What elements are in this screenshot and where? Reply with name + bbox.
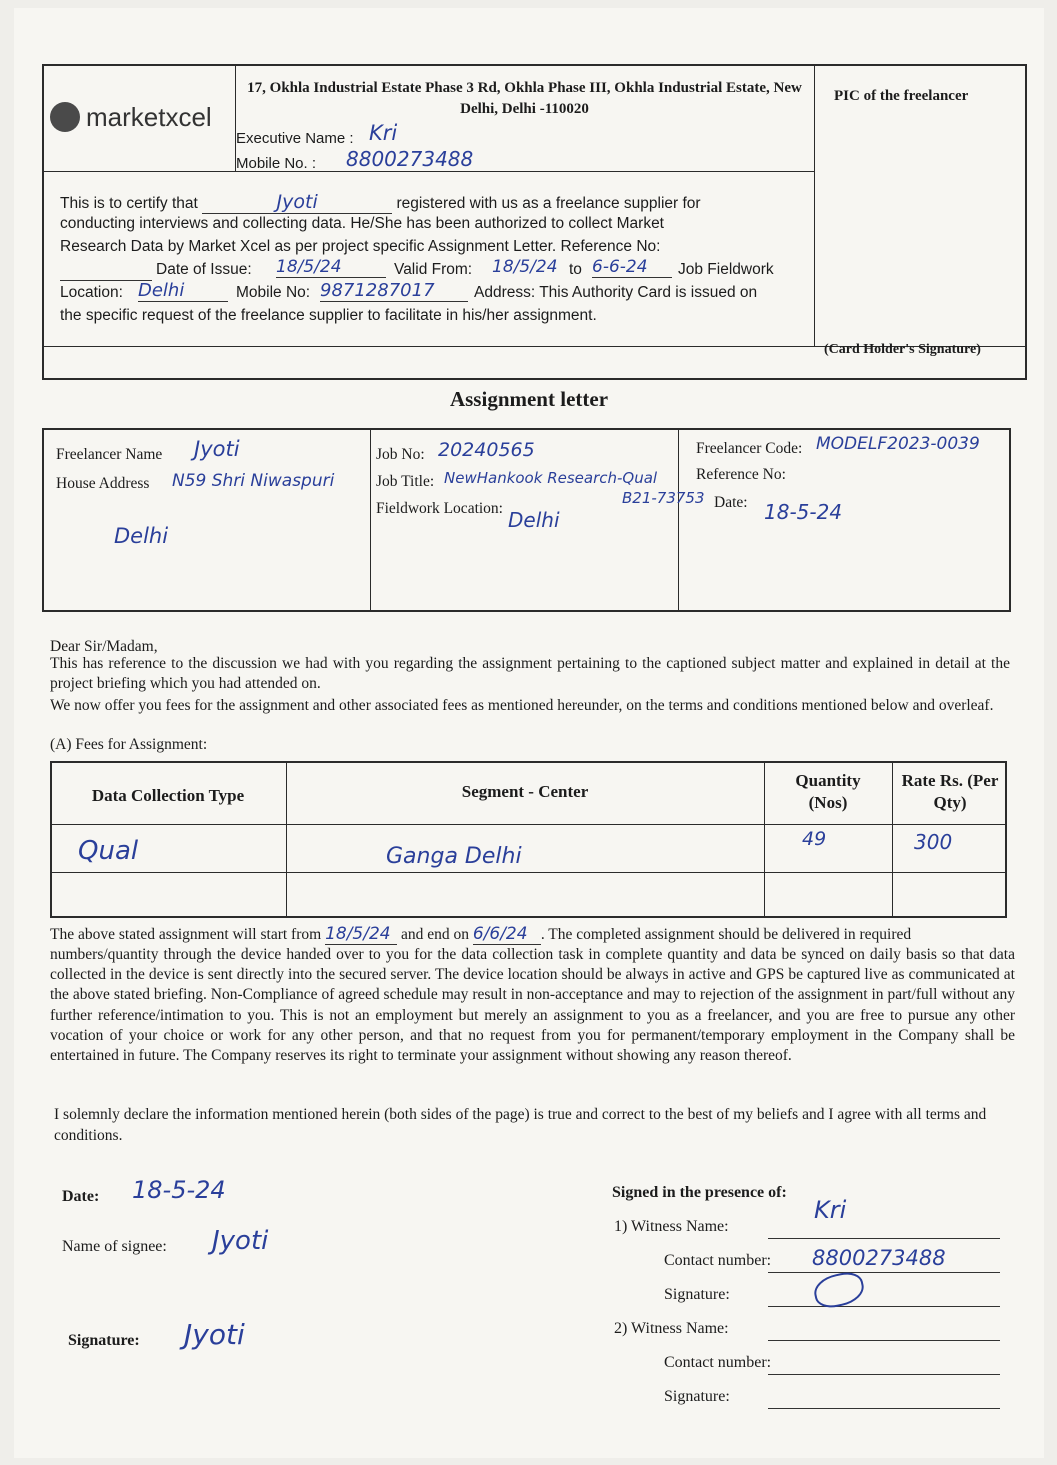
td-data-collection-type: Qual: [78, 836, 139, 866]
logo-text: marketxcel: [86, 102, 212, 132]
house-address-value-2: Delhi: [114, 524, 169, 548]
mobile-label: Mobile No. :: [236, 155, 317, 172]
reference-no-value: B21-73753: [622, 489, 705, 507]
witness1-contact-value: 8800273488: [812, 1246, 946, 1270]
witness1-contact-label: Contact number:: [664, 1252, 772, 1269]
mobile2-value: 9871287017: [320, 280, 468, 302]
signoff-date-label: Date:: [62, 1188, 100, 1205]
certify-line-2: conducting interviews and collecting data. He/She has been authorized to collect Market: [60, 215, 664, 232]
signoff-date-value: 18-5-24: [132, 1176, 226, 1204]
td-quantity: 49: [802, 828, 827, 850]
fees-heading: (A) Fees for Assignment:: [50, 736, 208, 753]
job-fieldwork-label: Job Fieldwork: [678, 261, 774, 278]
witness1-signature-mark: [811, 1269, 867, 1311]
location-label: Location:: [60, 284, 123, 301]
witness2-name-label: 2) Witness Name:: [614, 1320, 729, 1337]
certify-prefix: This is to certify that: [60, 195, 198, 212]
executive-value: Kri: [369, 121, 398, 145]
signee-value: Jyoti: [212, 1226, 269, 1256]
signoff-signature-label: Signature:: [68, 1332, 140, 1349]
freelancer-name-value: Jyoti: [194, 437, 240, 461]
reference-no-label: Reference No:: [696, 466, 786, 483]
date-of-issue-label: Date of Issue:: [156, 261, 252, 278]
end-prefix: and end on: [400, 926, 469, 943]
witness1-name-value: Kri: [814, 1196, 847, 1224]
freelancer-code-label: Freelancer Code:: [696, 440, 803, 457]
location-value: Delhi: [138, 280, 228, 302]
job-no-label: Job No:: [376, 446, 425, 463]
fieldwork-location-value: Delhi: [508, 508, 560, 532]
th-data-collection-type: Data Collection Type: [91, 786, 245, 805]
house-address-value: N59 Shri Niwaspuri: [172, 471, 335, 491]
signee-label: Name of signee:: [62, 1238, 167, 1255]
start-value: 18/5/24: [325, 924, 397, 945]
specific-request: the specific request of the freelance supplier to facilitate in his/her assignment.: [60, 307, 597, 324]
fieldwork-location-label: Fieldwork Location:: [376, 500, 503, 517]
end-suffix: . The completed assignment should be delivered in required: [540, 926, 912, 943]
executive-label: Executive Name :: [236, 130, 354, 147]
pic-label: PIC of the freelancer: [834, 88, 969, 104]
assignment-start-line: [50, 924, 1010, 945]
end-value: 6/6/24: [473, 924, 541, 945]
declaration: I solemnly declare the information mentioned herein (both sides of the page) is true and correct to the best of my beliefs and I agree with all terms and conditions.: [54, 1106, 987, 1144]
th-rate: Rate Rs. (Per Qty): [901, 771, 999, 812]
freelancer-code-value: MODELF2023-0039: [816, 434, 980, 454]
witness2-signature-label: Signature:: [664, 1388, 730, 1405]
logo: [50, 98, 230, 142]
job-title-label: Job Title:: [376, 473, 435, 490]
house-address-label: House Address: [56, 475, 150, 492]
to-label: to: [569, 261, 582, 278]
date-label: Date:: [714, 494, 748, 511]
witness1-name-label: 1) Witness Name:: [614, 1218, 729, 1235]
valid-from-label: Valid From:: [394, 261, 473, 278]
certify-line-3: Research Data by Market Xcel as per project specific Assignment Letter. Reference No:: [60, 238, 661, 255]
valid-from-value: 18/5/24: [492, 257, 558, 277]
date-value: 18-5-24: [764, 500, 843, 524]
signed-presence-label: Signed in the presence of:: [612, 1184, 787, 1201]
freelancer-name-label: Freelancer Name: [56, 446, 163, 463]
address-note: Address: This Authority Card is issued on: [474, 284, 758, 301]
th-segment-center: Segment - Center: [461, 782, 589, 801]
document-page: [14, 8, 1044, 1458]
job-no-value: 20240565: [438, 439, 535, 461]
job-title-value: NewHankook Research-Qual: [444, 469, 658, 487]
td-segment-center: Ganga Delhi: [386, 844, 522, 869]
paragraph-2: We now offer you fees for the assignment and other associated fees as mentioned hereunder, on the terms and conditions mentioned below and overleaf.: [50, 697, 994, 714]
certify-line-1: [60, 191, 701, 214]
assignment-body: numbers/quantity through the device handed over to you for the data collection task in complete quantity and data be synced on daily basis so that data collected in the device is sent directly into the secured server. The device location should be always in active and GPS be captured live as communicated at the above stated briefing. Non-Compliance of agreed schedule may result in non-acceptance and may to rejection of the assignment in part/full without any further reference/intimation to you. This is not an employment but merely an assignment to you as a freelancer, and you are free to pursue any other vocation of your choice or work for any other person, and that no request from you for permanent/temporary employment in the Company shall be entertained in future. The Company reserves its right to terminate your assignment without showing any reason thereof.: [50, 946, 1015, 1065]
certify-line1-rest: registered with us as a freelance supplier for: [396, 195, 701, 212]
td-rate: 300: [914, 830, 953, 854]
signoff-signature-value: Jyoti: [184, 1318, 245, 1351]
witness2-contact-label: Contact number:: [664, 1354, 772, 1371]
assignment-letter-title: Assignment letter: [449, 387, 609, 411]
th-quantity: Quantity (Nos): [795, 771, 861, 812]
start-prefix: The above stated assignment will start from: [50, 926, 322, 943]
mobile2-label: Mobile No:: [236, 284, 311, 301]
mobile-value: 8800273488: [346, 147, 474, 171]
paragraph-1: This has reference to the discussion we had with you regarding the assignment pertaining to the captioned subject matter and explained in detail at the project briefing which you had attended on.: [50, 655, 1010, 692]
logo-icon: [50, 102, 80, 132]
date-of-issue-value: 18/5/24: [276, 257, 386, 278]
certify-name: Jyoti: [202, 191, 392, 214]
witness1-signature-label: Signature:: [664, 1286, 730, 1303]
valid-to-value: 6-6-24: [592, 257, 672, 278]
salutation: Dear Sir/Madam,: [50, 638, 158, 655]
card-holder-signature-label: (Card Holder's Signature): [824, 342, 981, 357]
company-address: 17, Okhla Industrial Estate Phase 3 Rd, Okhla Phase III, Okhla Industrial Estate, New Delhi, Delhi -110020: [247, 80, 802, 117]
